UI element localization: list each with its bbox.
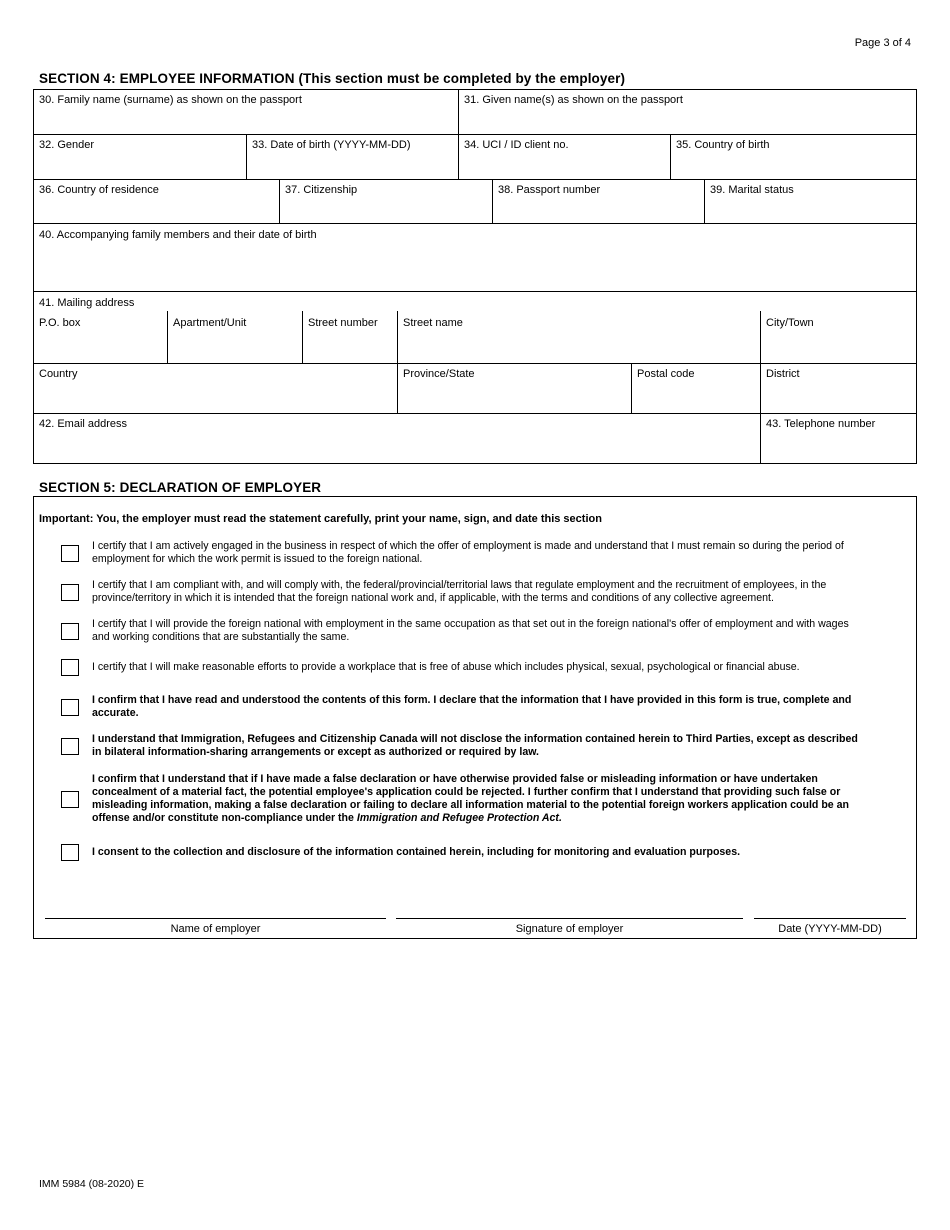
- declaration-box: [33, 496, 917, 939]
- act-name: Immigration and Refugee Protection Act.: [356, 812, 562, 824]
- city-field[interactable]: City/Town: [766, 317, 814, 329]
- declaration-checkbox-8[interactable]: [61, 844, 79, 861]
- declaration-text: I understand that Immigration, Refugees and Citizenship Canada will not disclose the information contained herein to Third Parties, except as described in bilateral information-sharing arrangements or except as authorized or required by law.: [92, 733, 858, 758]
- family-name-field[interactable]: 30. Family name (surname) as shown on the passport: [39, 94, 302, 106]
- dob-field[interactable]: 33. Date of birth (YYYY-MM-DD): [252, 139, 411, 151]
- declaration-text: I certify that I am compliant with, and will comply with, the federal/provincial/territorial laws that regulate employment and the recruitment of employees, in the province/territory in which it is intended that the foreign national work and, if applicable, with the terms and conditions of any collective agreement.: [92, 579, 827, 604]
- family-members-field[interactable]: 40. Accompanying family members and their date of birth: [39, 229, 317, 241]
- country-of-residence-field[interactable]: 36. Country of residence: [39, 184, 159, 196]
- important-notice: Important: You, the employer must read the statement carefully, print your name, sign, and date this section: [39, 513, 602, 525]
- street-number-field[interactable]: Street number: [308, 317, 378, 329]
- declaration-text: I confirm that I have read and understood the contents of this form. I declare that the information that I have provided in this form is true, complete and accurate.: [92, 694, 852, 719]
- employee-info-table: [33, 89, 917, 464]
- name-of-employer-line[interactable]: [45, 918, 386, 919]
- email-field[interactable]: 42. Email address: [39, 418, 128, 430]
- declaration-checkbox-4[interactable]: [61, 659, 79, 676]
- declaration-text: I certify that I am actively engaged in the business in respect of which the offer of employment is made and understand that I must remain so during the period of employment for which the work permit is issued to the foreign national.: [92, 540, 844, 565]
- country-of-birth-field[interactable]: 35. Country of birth: [676, 139, 770, 151]
- declaration-item: [34, 732, 918, 760]
- section-4-title: SECTION 4: EMPLOYEE INFORMATION (This section must be completed by the employer): [39, 71, 626, 86]
- page-number: Page 3 of 4: [854, 37, 911, 49]
- form-code: IMM 5984 (08-2020) E: [39, 1178, 145, 1190]
- signature-line[interactable]: [396, 918, 743, 919]
- declaration-text: I consent to the collection and disclosure of the information contained herein, including for monitoring and evaluation purposes.: [92, 845, 741, 858]
- section-5-title: SECTION 5: DECLARATION OF EMPLOYER: [39, 480, 322, 495]
- apartment-field[interactable]: Apartment/Unit: [173, 317, 247, 329]
- province-field[interactable]: Province/State: [403, 368, 475, 380]
- declaration-checkbox-6[interactable]: [61, 738, 79, 755]
- declaration-checkbox-5[interactable]: [61, 699, 79, 716]
- citizenship-field[interactable]: 37. Citizenship: [285, 184, 358, 196]
- marital-status-field[interactable]: 39. Marital status: [710, 184, 794, 196]
- declaration-item: [34, 842, 918, 862]
- declaration-item: [34, 772, 918, 826]
- declaration-item: [34, 617, 918, 645]
- passport-number-field[interactable]: 38. Passport number: [498, 184, 601, 196]
- street-name-field[interactable]: Street name: [403, 317, 463, 329]
- name-of-employer-label: Name of employer: [170, 923, 261, 935]
- declaration-text: I certify that I will make reasonable efforts to provide a workplace that is free of abuse which includes physical, sexual, psychological or financial abuse.: [92, 660, 800, 673]
- date-label: Date (YYYY-MM-DD): [778, 923, 882, 935]
- telephone-field[interactable]: 43. Telephone number: [766, 418, 876, 430]
- given-names-field[interactable]: 31. Given name(s) as shown on the passport: [464, 94, 683, 106]
- declaration-text: I certify that I will provide the foreign national with employment in the same occupation as that set out in the foreign national's offer of employment and with wages and working conditions that are substantially the same.: [92, 618, 849, 643]
- gender-field[interactable]: 32. Gender: [39, 139, 95, 151]
- po-box-field[interactable]: P.O. box: [39, 317, 81, 329]
- declaration-checkbox-3[interactable]: [61, 623, 79, 640]
- declaration-item: [34, 578, 918, 606]
- mailing-address-label: 41. Mailing address: [39, 297, 135, 309]
- declaration-checkbox-1[interactable]: [61, 545, 79, 562]
- declaration-item: [34, 539, 918, 567]
- declaration-text-main: I confirm that I understand that if I have made a false declaration or have otherwise provided false or misleading information or have undertaken concealment of a material fact, the potential employee's application could be rejected. I further confirm that I understand that providing such false or misleading information, making a false declaration or failing to declare all information material to the potential foreign workers application could be an offense and/or constitute non-compliance under the: [92, 773, 850, 824]
- postal-code-field[interactable]: Postal code: [637, 368, 695, 380]
- declaration-text: [92, 773, 864, 825]
- district-field[interactable]: District: [766, 368, 800, 380]
- declaration-item: [34, 693, 918, 721]
- uci-field[interactable]: 34. UCI / ID client no.: [464, 139, 569, 151]
- signature-label: Signature of employer: [515, 923, 624, 935]
- date-line[interactable]: [754, 918, 906, 919]
- declaration-checkbox-7[interactable]: [61, 791, 79, 808]
- declaration-item: [34, 657, 918, 677]
- declaration-checkbox-2[interactable]: [61, 584, 79, 601]
- country-field[interactable]: Country: [39, 368, 78, 380]
